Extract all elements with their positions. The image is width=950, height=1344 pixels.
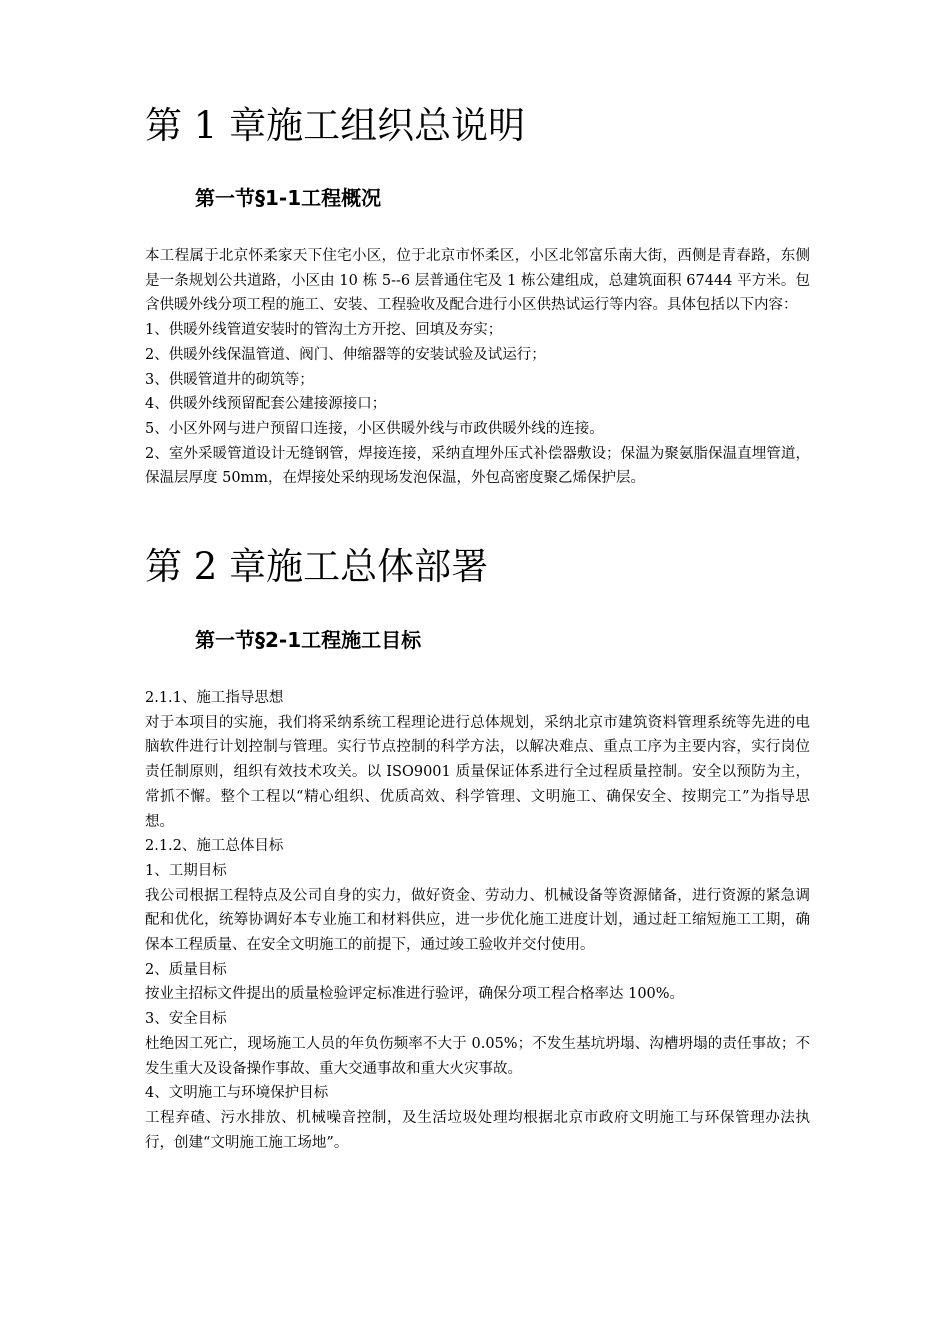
- quality-goal-paragraph: 按业主招标文件提出的质量检验评定标准进行验评，确保分项工程合格率达 100%。: [145, 986, 685, 1003]
- safety-goal-paragraph: 杜绝因工死亡，现场施工人员的年负伤频率不大于 0.05%；不发生基坑坍塌、沟槽坍塌的责任事故；不发生重大及设备操作事故、重大交通事故和重大火灾事故。: [145, 1035, 810, 1077]
- scope-item-1: 1、供暖外线管道安装时的管沟土方开挖、回填及夯实；: [145, 322, 503, 339]
- guiding-idea-paragraph: 对于本项目的实施，我们将采纳系统工程理论进行总体规划，采纳北京市建筑资料管理系统等先进的电脑软件进行计划控制与管理。实行节点控制的科学方法，以解决难点、重点工序为主要内容，实行岗位责任制原则，组织有效技术攻关。以 ISO9001 质量保证体系进行全过程质量控制。安全以预防为主，常抓不懈。整个工程以“精心组织、优质高效、科学管理、文明施工、确保安全、按期完工”为指导思想。: [145, 714, 810, 830]
- section-2-1-body: [145, 686, 810, 1155]
- environment-goal-paragraph: 工程弃碴、污水排放、机械噪音控制，及生活垃圾处理均根据北京市政府文明施工与环保管理办法执行，创建“文明施工施工场地”。: [145, 1109, 810, 1151]
- scope-item-3: 3、供暖管道井的砌筑等；: [145, 371, 314, 388]
- section-1-1-title: 第一节§1-1工程概况: [195, 186, 382, 210]
- chapter-1-title: 第 1 章施工组织总说明: [145, 104, 526, 147]
- subsection-2-1-2-heading: 2.1.2、施工总体目标: [145, 838, 284, 855]
- piping-note-paragraph: 2、室外采暖管道设计无缝钢管，焊接连接，采纳直埋外压式补偿器敷设；保温为聚氨脂保温直埋管道，保温层厚度 50mm，在焊接处采纳现场发泡保温，外包高密度聚乙烯保护层。: [145, 445, 810, 487]
- scope-item-5: 5、小区外网与进户预留口连接，小区供暖外线与市政供暖外线的连接。: [145, 420, 604, 437]
- quality-goal-heading: 2、质量目标: [145, 961, 227, 978]
- section-2-1-title: 第一节§2-1工程施工目标: [195, 628, 422, 652]
- scope-item-4: 4、供暖外线预留配套公建接源接口；: [145, 396, 387, 413]
- schedule-goal-heading: 1、工期目标: [145, 862, 227, 879]
- scope-item-2: 2、供暖外线保温管道、阀门、伸缩器等的安装试验及试运行；: [145, 346, 546, 363]
- section-1-1-body: [145, 244, 810, 491]
- project-overview-paragraph: 本工程属于北京怀柔家天下住宅小区，位于北京市怀柔区，小区北邻富乐南大街，西侧是青春路，东侧是一条规划公共道路，小区由 10 栋 5--6 层普通住宅及 1 栋公建组成，总建筑面积 67444 平方米。包含供暖外线分项工程的施工、安装、工程验收及配合进行小区供热试运行等内容。具体包括以下内容：: [145, 248, 810, 314]
- environment-goal-heading: 4、文明施工与环境保护目标: [145, 1085, 329, 1102]
- schedule-goal-paragraph: 我公司根据工程特点及公司自身的实力，做好资金、劳动力、机械设备等资源储备，进行资源的紧急调配和优化，统筹协调好本专业施工和材料供应，进一步优化施工进度计划，通过赶工缩短施工工期，确保本工程质量、在安全文明施工的前提下，通过竣工验收并交付使用。: [145, 887, 810, 954]
- subsection-2-1-1-heading: 2.1.1、施工指导思想: [145, 690, 284, 706]
- safety-goal-heading: 3、安全目标: [145, 1011, 227, 1028]
- chapter-2-title: 第 2 章施工总体部署: [145, 545, 489, 588]
